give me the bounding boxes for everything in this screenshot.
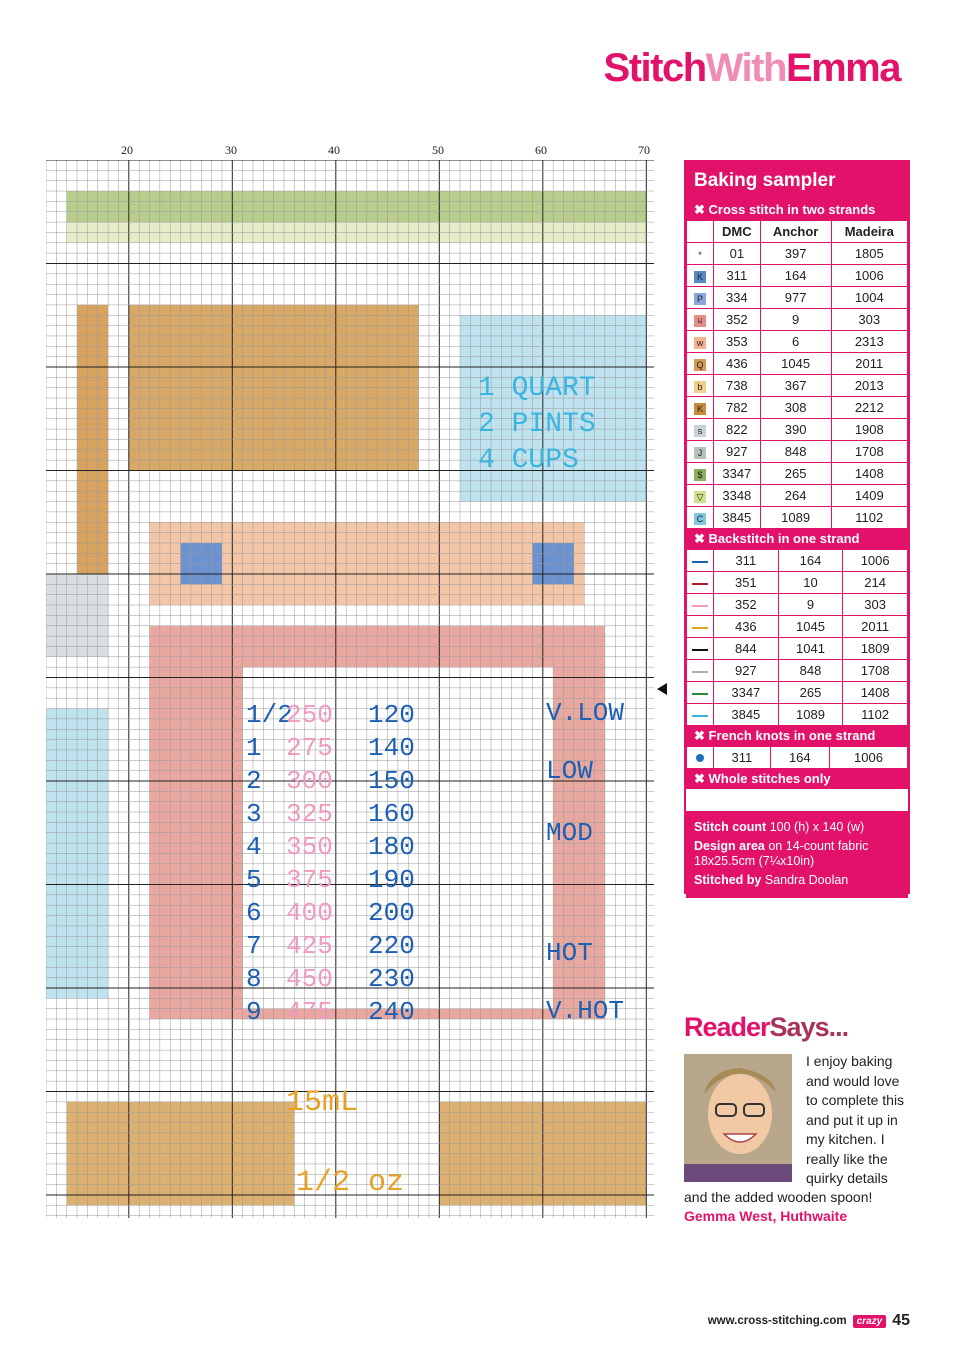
stitch-count: 100 (h) x 140 (w) — [769, 820, 865, 834]
back-row: 844 1041 1809 — [687, 638, 908, 660]
cross-row: P 334 977 1004 — [687, 287, 908, 309]
reader-name: Gemma West, Huthwaite — [684, 1208, 848, 1224]
header-stitch: Stitch — [603, 46, 706, 90]
axis-label: 40 — [328, 143, 340, 157]
page-number: 45 — [892, 1312, 910, 1329]
stitch-symbol-icon: K — [687, 397, 714, 419]
cross-row: C 3845 1089 1102 — [687, 507, 908, 529]
whole-section-title: ✖ Whole stitches only — [686, 769, 908, 789]
cross-section-title: ✖ Cross stitch in two strands — [686, 200, 908, 220]
oven-mark: 1 — [246, 733, 262, 763]
celsius-value: 190 — [368, 865, 415, 895]
celsius-value: 200 — [368, 898, 415, 928]
stitch-symbol-icon: ম — [687, 309, 714, 331]
back-table — [686, 549, 908, 726]
backstitch-line-icon — [687, 572, 714, 594]
spoon-label: 15mL — [286, 1086, 359, 1120]
back-row: 351 10 214 — [687, 572, 908, 594]
cross-table — [686, 220, 908, 529]
axis-label: 70 — [638, 143, 650, 157]
fahrenheit-value: 400 — [286, 898, 333, 928]
fahrenheit-value: 325 — [286, 799, 333, 829]
celsius-value: 160 — [368, 799, 415, 829]
stitch-symbol-icon: K — [687, 265, 714, 287]
french-knot-icon — [687, 747, 714, 769]
cross-row: K 782 308 2212 — [687, 397, 908, 419]
fahrenheit-value: 475 — [286, 997, 333, 1027]
stitch-symbol-icon: J — [687, 441, 714, 463]
backstitch-line-icon — [687, 704, 714, 726]
cross-row: b 738 367 2013 — [687, 375, 908, 397]
celsius-value: 120 — [368, 700, 415, 730]
oven-mark: 2 — [246, 766, 262, 796]
stitch-symbol-icon: $ — [687, 463, 714, 485]
page-footer — [708, 1312, 910, 1330]
heat-label: LOW — [546, 756, 593, 786]
back-row: 3347 265 1408 — [687, 682, 908, 704]
back-row: 311 164 1006 — [687, 550, 908, 572]
cross-row: * 01 397 1805 — [687, 243, 908, 265]
header-madeira: Madeira — [831, 221, 907, 243]
backstitch-line-icon — [687, 660, 714, 682]
measure-text: 4 CUPS — [478, 445, 579, 476]
oven-mark: 4 — [246, 832, 262, 862]
stitch-symbol-icon: s — [687, 419, 714, 441]
oven-mark: 8 — [246, 964, 262, 994]
key-panel — [684, 160, 910, 894]
cross-row: ম 352 9 303 — [687, 309, 908, 331]
oven-mark: 7 — [246, 931, 262, 961]
cross-row: ▽ 3348 264 1409 — [687, 485, 908, 507]
celsius-value: 230 — [368, 964, 415, 994]
back-row: 352 9 303 — [687, 594, 908, 616]
center-arrow-icon — [657, 683, 667, 695]
footer-url[interactable]: www.cross-stitching.com — [707, 1315, 847, 1327]
celsius-value: 180 — [368, 832, 415, 862]
celsius-value: 240 — [368, 997, 415, 1027]
axis-label: 30 — [225, 143, 237, 157]
reader-photo — [684, 1054, 792, 1182]
oven-mark: 9 — [246, 997, 262, 1027]
back-row: 3845 1089 1102 — [687, 704, 908, 726]
cross-row: K 311 164 1006 — [687, 265, 908, 287]
fahrenheit-value: 375 — [286, 865, 333, 895]
stitch-info: Stitch count 100 (h) x 140 (w) Design area on 14-count fabric 18x25.5cm (7¼x10in) Stitched by Sandra Doolan — [686, 812, 908, 898]
axis-label: 20 — [121, 143, 133, 157]
header-with: With — [705, 46, 786, 90]
stitch-symbol-icon: w — [687, 331, 714, 353]
reader-says-title: ReaderSays... — [684, 1012, 849, 1042]
oven-mark: 3 — [246, 799, 262, 829]
spoon-label: 1/2 oz — [296, 1166, 405, 1200]
stitch-grid — [46, 160, 654, 1218]
measure-text: 2 PINTS — [478, 409, 596, 440]
french-table — [686, 746, 908, 769]
heat-label: V.HOT — [546, 996, 625, 1026]
fahrenheit-value: 300 — [286, 766, 333, 796]
fahrenheit-value: 425 — [286, 931, 333, 961]
stitch-symbol-icon: P — [687, 287, 714, 309]
footer-badge: crazy — [853, 1315, 887, 1328]
oven-mark: 5 — [246, 865, 262, 895]
celsius-value: 140 — [368, 733, 415, 763]
header-dmc: DMC — [714, 221, 761, 243]
celsius-value: 150 — [368, 766, 415, 796]
back-section-title: ✖ Backstitch in one strand — [686, 529, 908, 549]
backstitch-line-icon — [687, 682, 714, 704]
axis-label: 60 — [535, 143, 547, 157]
fahrenheit-value: 275 — [286, 733, 333, 763]
heat-label: HOT — [546, 938, 593, 968]
reader-quote-end: and the added wooden spoon! — [684, 1189, 873, 1205]
heat-label: V.LOW — [546, 698, 625, 728]
french-section-title: ✖ French knots in one strand — [686, 726, 908, 746]
french-row: 311 164 1006 — [687, 747, 908, 769]
stitch-symbol-icon: Q — [687, 353, 714, 375]
oven-mark: 6 — [246, 898, 262, 928]
oven-mark: 1/2 — [246, 700, 293, 730]
cross-row: w 353 6 2313 — [687, 331, 908, 353]
header-emma: Emma — [785, 46, 900, 90]
celsius-value: 220 — [368, 931, 415, 961]
backstitch-line-icon — [687, 616, 714, 638]
header-anchor: Anchor — [760, 221, 831, 243]
fahrenheit-value: 250 — [286, 700, 333, 730]
reader-quote: I enjoy baking and would love to complete this and put it up in my kitchen. I really like the quirky details — [806, 1053, 905, 1186]
cross-row: Q 436 1045 2011 — [687, 353, 908, 375]
backstitch-line-icon — [687, 638, 714, 660]
stitch-symbol-icon: ▽ — [687, 485, 714, 507]
stitch-symbol-icon: b — [687, 375, 714, 397]
fahrenheit-value: 350 — [286, 832, 333, 862]
sym-header — [687, 221, 714, 243]
back-row: 436 1045 2011 — [687, 616, 908, 638]
cross-row: J 927 848 1708 — [687, 441, 908, 463]
stitch-symbol-icon: * — [687, 243, 714, 265]
measure-text: 1 QUART — [478, 373, 596, 404]
backstitch-line-icon — [687, 550, 714, 572]
stitched-by: Sandra Doolan — [764, 873, 849, 887]
axis-label: 50 — [432, 143, 444, 157]
stitch-symbol-icon: C — [687, 507, 714, 529]
key-title: Baking sampler — [686, 162, 908, 200]
back-row: 927 848 1708 — [687, 660, 908, 682]
fahrenheit-value: 450 — [286, 964, 333, 994]
backstitch-line-icon — [687, 594, 714, 616]
cross-row: s 822 390 1908 — [687, 419, 908, 441]
reader-says — [684, 1012, 914, 1224]
design-area: on 14-count fabric 18x25.5cm (7¼x10in) — [694, 839, 869, 868]
cross-row: $ 3347 265 1408 — [687, 463, 908, 485]
heat-label: MOD — [546, 818, 593, 848]
